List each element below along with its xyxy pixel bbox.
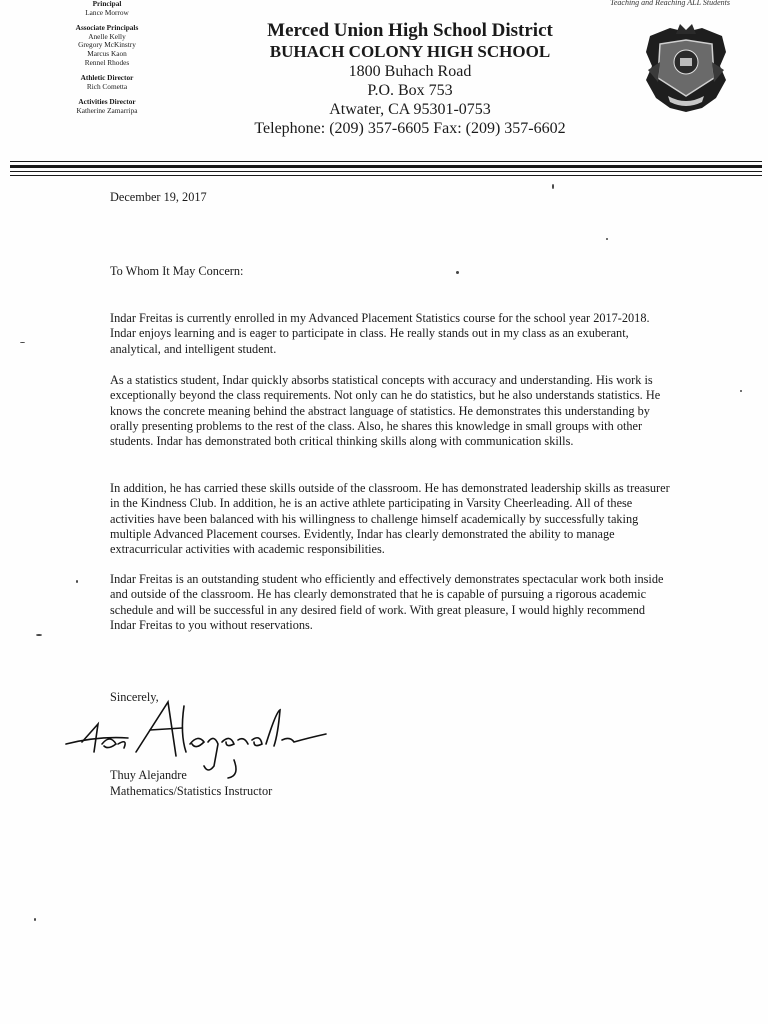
staff-name: Katherine Zamarripa <box>76 105 138 115</box>
school-name: BUHACH COLONY HIGH SCHOOL <box>269 42 551 61</box>
school-motto: Teaching and Reaching ALL Students <box>610 0 730 7</box>
school-crest-icon <box>640 22 732 114</box>
letterhead-divider <box>10 161 762 177</box>
closing: Sincerely, <box>110 690 159 704</box>
salutation: To Whom It May Concern: <box>110 264 244 278</box>
po-box: P.O. Box 753 <box>367 82 453 99</box>
staff-name: Marcus Kaon <box>87 48 127 58</box>
signer-block <box>110 768 272 799</box>
staff-name: Rich Cometta <box>86 81 128 91</box>
letterhead <box>200 20 620 138</box>
staff-role: Associate Principals <box>75 23 139 33</box>
staff-name: Gregory McKinstry <box>78 40 136 50</box>
staff-role: Athletic Director <box>80 73 134 83</box>
staff-list <box>56 0 158 116</box>
paragraph: Indar Freitas is an outstanding student who efficiently and effectively demonstrates spectacular work both inside and outside of the classroom. He has clearly demonstrated that he is capable of pursuing a rigorous academic schedule and will be successful in any desired field of work. With great pleasure, I would highly recommend Indar Freitas to you without reservations. <box>110 572 664 632</box>
staff-name: Rennel Rhodes <box>84 57 130 67</box>
staff-name: Lance Morrow <box>85 7 129 17</box>
staff-role: Activities Director <box>78 97 136 107</box>
signer-name: Thuy Alejandre <box>110 768 187 782</box>
letter-date: December 19, 2017 <box>110 190 207 204</box>
paragraph: As a statistics student, Indar quickly absorbs statistical concepts with accuracy and understanding. His work is exceptionally beyond the class requirements. Not only can he do statistics, but he also understands statistics. He knows the concrete meaning behind the abstract language of statistics. He demonstrates this understanding by orally presenting problems to the rest of the class. Also, he shares this knowledge in small groups with other students. Indar has demonstrated both critical thinking skills along with communication skills. <box>110 373 661 449</box>
staff-role: Principal <box>92 0 122 8</box>
city-state-zip: Atwater, CA 95301-0753 <box>329 101 491 118</box>
signer-title: Mathematics/Statistics Instructor <box>110 783 273 798</box>
district-name: Merced Union High School District <box>267 20 553 41</box>
paragraph: Indar Freitas is currently enrolled in my Advanced Placement Statistics course for the school year 2017-2018. Indar enjoys learning and is eager to participate in class. He really stands out in my class as an exuberant, analytical, and intelligent student. <box>110 311 650 356</box>
street-address: 1800 Buhach Road <box>348 63 472 80</box>
staff-name: Anelle Kelly <box>88 31 126 41</box>
phone-fax: Telephone: (209) 357-6605 Fax: (209) 357-6602 <box>254 120 566 137</box>
paragraph: In addition, he has carried these skills outside of the classroom. He has demonstrated leadership skills as treasurer in the Kindness Club. In addition, he is an active athlete participating in Varsity Cheerleading. All of these activities have been balanced with his willingness to challenge himself academically by successfully taking multiple Advanced Placement courses. Evidently, Indar has clearly demonstrated the ability to manage extracurricular activities with academic responsibilities. <box>110 481 670 557</box>
